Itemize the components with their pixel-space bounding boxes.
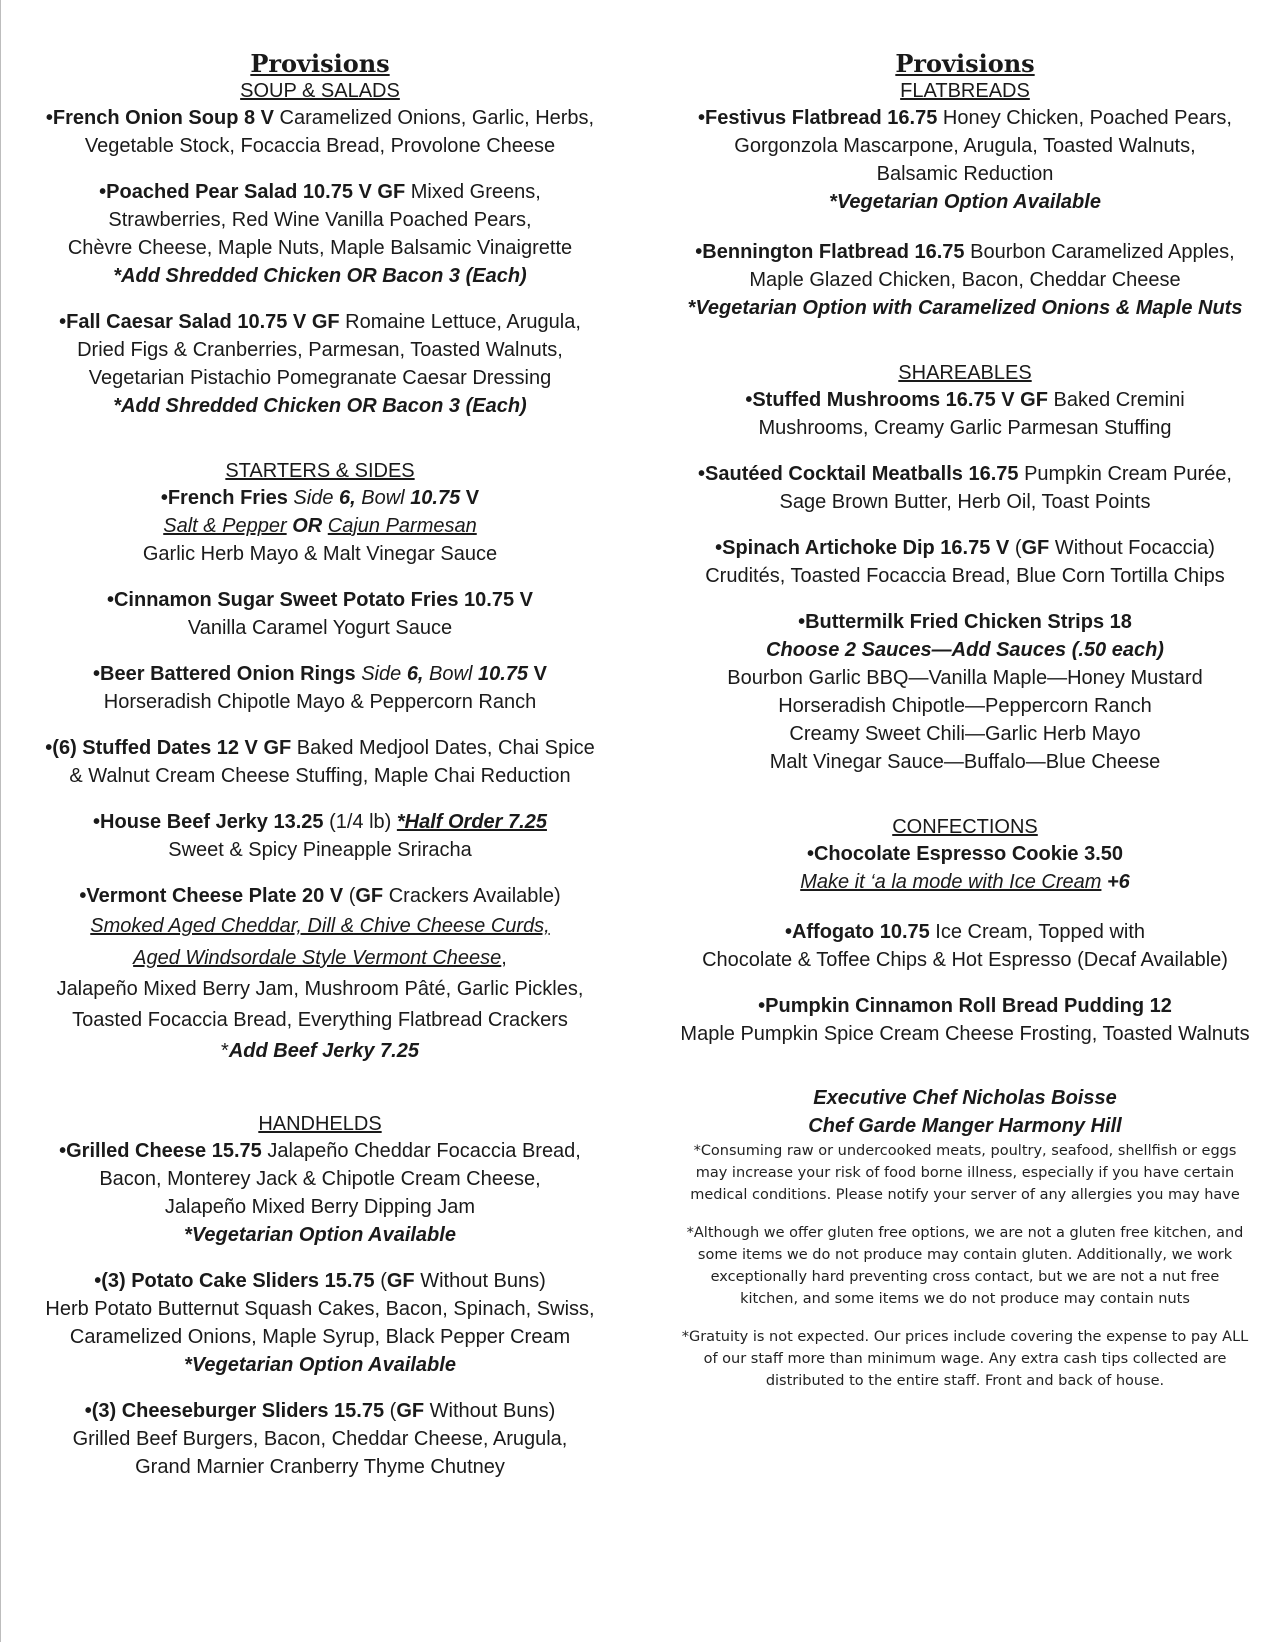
item-note: Without Focaccia) [1049, 537, 1215, 559]
menu-item-stuffed-dates [20, 734, 620, 790]
item-name: •House Beef Jerky 13.25 [93, 811, 324, 833]
paren: ( [343, 885, 356, 907]
left-title: Provisions [250, 49, 390, 78]
sauce-list: Creamy Sweet Chili—Garlic Herb Mayo [789, 723, 1141, 745]
menu-item-cheeseburger-sliders [20, 1397, 620, 1481]
notice-line: exceptionally hard preventing cross contact, but we are not a nut free [710, 1269, 1220, 1285]
a-la-mode: Make it ‘a la mode with Ice Cream [800, 871, 1102, 893]
sauce-list: Horseradish Chipotle—Peppercorn Ranch [778, 695, 1152, 717]
item-desc: Vanilla Caramel Yogurt Sauce [187, 617, 453, 639]
item-desc: Chocolate & Toffee Chips & Hot Espresso (Decaf Available) [702, 949, 1228, 971]
item-weight: (1/4 lb) [323, 811, 397, 833]
menu-item-espresso-cookie [665, 840, 1265, 896]
menu-item-cocktail-meatballs [665, 460, 1265, 516]
menu-item-bread-pudding [665, 992, 1265, 1048]
seasoning-option: Salt & Pepper [163, 515, 287, 537]
item-desc: Chèvre Cheese, Maple Nuts, Maple Balsamic Vinaigrette [67, 237, 573, 259]
chef-credits [665, 1084, 1265, 1140]
item-name: •(3) Cheeseburger Sliders 15.75 [84, 1400, 385, 1422]
half-order: *Half Order 7.25 [396, 811, 547, 833]
item-desc: Jalapeño Mixed Berry Dipping Jam [164, 1196, 476, 1218]
category-flatbreads: FLATBREADS [900, 80, 1030, 102]
item-name: •Chocolate Espresso Cookie 3.50 [806, 843, 1123, 865]
garde-manger-chef: Chef Garde Manger Harmony Hill [808, 1115, 1122, 1137]
notice-line: of our staff more than minimum wage. Any extra cash tips collected are [703, 1351, 1227, 1367]
menu-item-spinach-artichoke-dip [665, 534, 1265, 590]
gratuity-notice [665, 1326, 1265, 1392]
item-desc: Mushrooms, Creamy Garlic Parmesan Stuffing [758, 417, 1172, 439]
item-desc: Bacon, Monterey Jack & Chipotle Cream Cheese, [99, 1168, 541, 1190]
item-desc: Sage Brown Butter, Herb Oil, Toast Points [779, 491, 1151, 513]
item-desc: Maple Pumpkin Spice Cream Cheese Frosting, Toasted Walnuts [680, 1023, 1250, 1045]
bowl-label: Bowl [355, 487, 411, 509]
sauce-list: Bourbon Garlic BBQ—Vanilla Maple—Honey Mustard [727, 667, 1203, 689]
menu-item-french-fries [20, 484, 620, 568]
menu-item-poached-pear-salad [20, 178, 620, 290]
item-desc: Mixed Greens, [405, 181, 541, 203]
item-name: •Cinnamon Sugar Sweet Potato Fries 10.75 V [106, 589, 533, 611]
notice-line: medical conditions. Please notify your server of any allergies you may have [690, 1187, 1240, 1203]
vegetarian-option: *Vegetarian Option Available [184, 1354, 456, 1376]
item-desc: Jalapeño Mixed Berry Jam, Mushroom Pâté, Garlic Pickles, [56, 978, 584, 1000]
item-desc: Grand Marnier Cranberry Thyme Chutney [135, 1456, 505, 1478]
side-price: 6, [339, 487, 356, 509]
item-desc: Jalapeño Cheddar Focaccia Bread, [261, 1140, 581, 1162]
item-note: Without Buns) [414, 1270, 546, 1292]
item-name: •Spinach Artichoke Dip 16.75 V [715, 537, 1010, 559]
item-desc: Dried Figs & Cranberries, Parmesan, Toasted Walnuts, [77, 339, 563, 361]
vegetarian-mark: V [460, 487, 480, 509]
notice-line: may increase your risk of food borne illness, especially if you have certain [695, 1165, 1235, 1181]
item-name: •Sautéed Cocktail Meatballs 16.75 [698, 463, 1019, 485]
item-name: •Stuffed Mushrooms 16.75 V GF [745, 389, 1048, 411]
item-desc: Sweet & Spicy Pineapple Sriracha [168, 839, 472, 861]
paren: ( [384, 1400, 397, 1422]
asterisk: * [221, 1040, 229, 1062]
item-desc: Balsamic Reduction [876, 163, 1054, 185]
menu-item-bennington-flatbread [665, 238, 1265, 322]
item-desc: Grilled Beef Burgers, Bacon, Cheddar Cheese, Arugula, [72, 1428, 568, 1450]
category-soup-salads: SOUP & SALADS [240, 80, 400, 102]
item-desc: Horseradish Chipotle Mayo & Peppercorn Ranch [103, 691, 537, 713]
notice-line: *Consuming raw or undercooked meats, poultry, seafood, shellfish or eggs [693, 1143, 1237, 1159]
item-desc: Baked Cremini [1047, 389, 1185, 411]
vegetarian-option: *Vegetarian Option Available [829, 191, 1101, 213]
item-desc: Pumpkin Cream Purée, [1018, 463, 1232, 485]
item-desc: Caramelized Onions, Garlic, Herbs, [274, 107, 595, 129]
item-desc: Baked Medjool Dates, Chai Spice [291, 737, 595, 759]
side-label: Side [355, 663, 407, 685]
vegetarian-option: *Vegetarian Option Available [184, 1224, 456, 1246]
item-name: •(3) Potato Cake Sliders 15.75 [94, 1270, 375, 1292]
item-name: •French Onion Soup 8 V [45, 107, 274, 129]
item-addon: *Add Shredded Chicken OR Bacon 3 (Each) [113, 265, 527, 287]
item-desc: Vegetable Stock, Focaccia Bread, Provolone Cheese [84, 135, 556, 157]
item-note: Crackers Available) [383, 885, 561, 907]
item-desc: Caramelized Onions, Maple Syrup, Black Pepper Cream [69, 1326, 571, 1348]
item-name: •Poached Pear Salad 10.75 V GF [99, 181, 406, 203]
sauce-choice: Choose 2 Sauces—Add Sauces (.50 each) [766, 639, 1164, 661]
side-label: Side [287, 487, 340, 509]
gluten-notice [665, 1222, 1265, 1310]
item-desc: Garlic Herb Mayo & Malt Vinegar Sauce [142, 543, 498, 565]
side-price: 6, [406, 663, 424, 685]
menu-item-beef-jerky [20, 808, 620, 864]
item-name: •Affogato 10.75 [784, 921, 930, 943]
item-desc: Herb Potato Butternut Squash Cakes, Bacon, Spinach, Swiss, [45, 1298, 595, 1320]
vegetarian-option: *Vegetarian Option with Caramelized Onions & Maple Nuts [687, 297, 1243, 319]
category-starters-sides: STARTERS & SIDES [225, 460, 415, 482]
item-name: •Bennington Flatbread 16.75 [695, 241, 965, 263]
right-title: Provisions [895, 49, 1035, 78]
item-desc: & Walnut Cream Cheese Stuffing, Maple Chai Reduction [69, 765, 571, 787]
menu-item-fall-caesar-salad [20, 308, 620, 420]
seasoning-option: Cajun Parmesan [327, 515, 477, 537]
paren: ( [374, 1270, 387, 1292]
item-desc: Crudités, Toasted Focaccia Bread, Blue Corn Tortilla Chips [705, 565, 1225, 587]
item-name: •Festivus Flatbread 16.75 [698, 107, 938, 129]
menu-item-french-onion-soup [20, 104, 620, 160]
menu-item-chicken-strips [665, 608, 1265, 776]
item-name: •Beer Battered Onion Rings [93, 663, 356, 685]
item-name: •(6) Stuffed Dates 12 V GF [45, 737, 292, 759]
item-desc: Toasted Focaccia Bread, Everything Flatbread Crackers [72, 1009, 568, 1031]
bowl-label: Bowl [423, 663, 478, 685]
menu-item-sweet-potato-fries [20, 586, 620, 642]
item-desc: Romaine Lettuce, Arugula, [339, 311, 581, 333]
notice-line: *Gratuity is not expected. Our prices include covering the expense to pay ALL [681, 1329, 1249, 1345]
category-confections: CONFECTIONS [892, 816, 1038, 838]
item-desc: Ice Cream, Topped with [929, 921, 1146, 943]
bowl-price: 10.75 [477, 663, 529, 685]
right-column [665, 50, 1265, 1392]
item-name: •French Fries [160, 487, 288, 509]
notice-line: distributed to the entire staff. Front and back of house. [765, 1373, 1165, 1389]
notice-line: *Although we offer gluten free options, we are not a gluten free kitchen, and [686, 1225, 1244, 1241]
left-column [20, 50, 620, 1481]
raw-food-notice [665, 1140, 1265, 1206]
paren: ( [1009, 537, 1022, 559]
menu-item-grilled-cheese [20, 1137, 620, 1249]
item-desc: Honey Chicken, Poached Pears, [937, 107, 1232, 129]
cheese-list: Smoked Aged Cheddar, Dill & Chive Cheese Curds, [90, 915, 550, 937]
sauce-list: Malt Vinegar Sauce—Buffalo—Blue Cheese [769, 751, 1161, 773]
page-left-edge [0, 0, 1, 1642]
notice-line: some items we do not produce may contain gluten. Additionally, we work [697, 1247, 1233, 1263]
item-name: •Vermont Cheese Plate 20 V [79, 885, 344, 907]
menu-item-potato-cake-sliders [20, 1267, 620, 1379]
executive-chef: Executive Chef Nicholas Boisse [813, 1087, 1117, 1109]
bowl-price: 10.75 [410, 487, 461, 509]
item-note: Without Buns) [424, 1400, 556, 1422]
cheese-list: Aged Windsordale Style Vermont Cheese [133, 947, 502, 969]
item-desc: Gorgonzola Mascarpone, Arugula, Toasted Walnuts, [734, 135, 1196, 157]
gf-mark: GF [396, 1400, 425, 1422]
item-name: •Fall Caesar Salad 10.75 V GF [59, 311, 340, 333]
category-handhelds: HANDHELDS [258, 1113, 382, 1135]
item-name: •Grilled Cheese 15.75 [59, 1140, 262, 1162]
category-shareables: SHAREABLES [898, 362, 1032, 384]
item-addon: Add Beef Jerky 7.25 [228, 1040, 419, 1062]
item-desc: Vegetarian Pistachio Pomegranate Caesar Dressing [88, 367, 552, 389]
menu-item-onion-rings [20, 660, 620, 716]
vegetarian-mark: V [528, 663, 547, 685]
item-desc: Maple Glazed Chicken, Bacon, Cheddar Cheese [749, 269, 1181, 291]
menu-item-festivus-flatbread [665, 104, 1265, 216]
gf-mark: GF [355, 885, 384, 907]
gf-mark: GF [1021, 537, 1050, 559]
item-addon: *Add Shredded Chicken OR Bacon 3 (Each) [113, 395, 527, 417]
or-text: OR [286, 515, 328, 537]
item-name: •Buttermilk Fried Chicken Strips 18 [798, 611, 1132, 633]
menu-item-stuffed-mushrooms [665, 386, 1265, 442]
menu-item-cheese-plate [20, 882, 620, 1067]
menu-item-affogato [665, 918, 1265, 974]
item-desc: Strawberries, Red Wine Vanilla Poached Pears, [108, 209, 532, 231]
comma: , [501, 947, 507, 969]
gf-mark: GF [386, 1270, 415, 1292]
notice-line: kitchen, and some items we do not produce may contain nuts [740, 1291, 1190, 1307]
item-name: •Pumpkin Cinnamon Roll Bread Pudding 12 [758, 995, 1172, 1017]
item-desc: Bourbon Caramelized Apples, [964, 241, 1235, 263]
a-la-mode-price: +6 [1101, 871, 1130, 893]
